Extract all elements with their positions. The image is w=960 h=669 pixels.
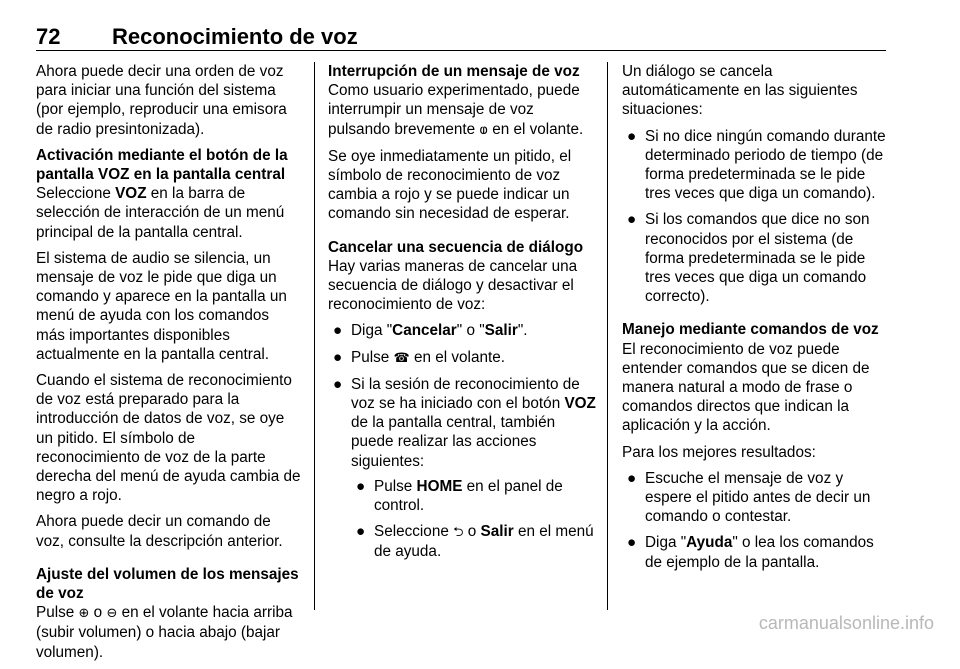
hang-up-icon: ☎ xyxy=(393,350,410,366)
audio-silence-paragraph: El sistema de audio se silencia, un mensaje de voz le pide que diga un comando y aparece en la pantalla un menú de ayuda con los comandos más importantes disponibles actualmente en la pantalla central. xyxy=(36,249,287,363)
volume-heading: Ajuste del volumen de los mensajes de voz xyxy=(36,565,299,603)
best-results-paragraph: Para los mejores resultados: xyxy=(622,443,816,461)
volume-down-icon: ⊖ xyxy=(106,606,118,622)
page-number: 72 xyxy=(36,24,61,49)
list-item: ● Diga "Ayuda" o lea los comandos de ejemplo de la pantalla. xyxy=(627,534,874,571)
auto-cancel-paragraph: Un diálogo se cancela automáticamente en las siguientes situaciones: xyxy=(622,63,858,119)
interrupt-heading: Interrupción de un mensaje de voz xyxy=(328,63,580,80)
volume-paragraph: Pulse ⊕ o ⊖ en el volante hacia arriba (subir volumen) o hacia abajo (bajar volumen). xyxy=(36,604,293,661)
column-middle xyxy=(328,62,596,569)
list-item: ● Seleccione ⮌ o Salir en el menú de ayuda. xyxy=(356,523,594,561)
column-divider xyxy=(314,62,315,610)
list-item: ● Si los comandos que dice no son reconocidos por el sistema (de forma predeterminada se le pide tres veces que diga un comando correcto). xyxy=(627,211,870,306)
cancel-intro: Hay varias maneras de cancelar una secuencia de diálogo y desactivar el reconocimiento de voz: xyxy=(328,257,578,314)
list-item: ● Pulse HOME en el panel de control. xyxy=(356,477,563,515)
manage-paragraph: El reconocimiento de voz puede entender comandos que se dicen de manera natural a modo de frase o comandos directos que indican la aplicación y la acción. xyxy=(622,340,870,435)
list-item: ● Si no dice ningún comando durante determinado periodo de tiempo (de forma predeterminada se le pide tres veces que diga un comando). xyxy=(627,127,886,203)
volume-up-icon: ⊕ xyxy=(78,606,90,622)
activation-heading: Activación mediante el botón de la pantalla VOZ en la pantalla central xyxy=(36,146,288,184)
column-right xyxy=(622,62,888,579)
list-item: ● Si la sesión de reconocimiento de voz se ha iniciado con el botón VOZ de la pantalla central, también puede realizar las acciones siguientes: ● Pulse HOME en el panel de control. ● Seleccione ⮌ o Salir en el menú de ayuda. xyxy=(333,375,596,561)
column-left xyxy=(36,62,302,669)
column-divider xyxy=(607,62,608,610)
voice-icon: ⱷ xyxy=(479,122,488,138)
chapter-title: Reconocimiento de voz xyxy=(112,24,358,49)
interrupt-paragraph: Como usuario experimentado, puede interrumpir un mensaje de voz pulsando brevemente ⱷ en el volante. xyxy=(328,82,584,138)
cancel-list xyxy=(328,321,596,561)
now-say-paragraph: Ahora puede decir un comando de voz, consulte la descripción anterior. xyxy=(36,513,283,550)
cancel-heading: Cancelar una secuencia de diálogo xyxy=(328,238,584,256)
sub-list xyxy=(351,477,596,562)
manage-heading: Manejo mediante comandos de voz xyxy=(622,321,879,339)
back-icon: ⮌ xyxy=(453,525,464,541)
intro-paragraph: Ahora puede decir una orden de voz para iniciar una función del sistema (por ejemplo, reproducir una emisora de radio presintonizada). xyxy=(36,63,287,138)
watermark: carmanualsonline.info xyxy=(758,613,934,633)
list-item: ● Escuche el mensaje de voz y espere el pitido antes de decir un comando o contestar. xyxy=(627,469,871,526)
ready-paragraph: Cuando el sistema de reconocimiento de voz está preparado para la introducción de datos de voz, se oye un pitido. El símbolo de reconocimiento de voz de la parte derecha del menú de ayuda cambia de negro a rojo. xyxy=(36,372,301,505)
best-results-list xyxy=(622,469,888,572)
list-item: ● Diga "Cancelar" o "Salir". xyxy=(333,322,528,340)
page-header xyxy=(36,20,886,51)
list-item: ● Pulse ☎ en el volante. xyxy=(333,348,505,366)
auto-cancel-list xyxy=(622,127,888,307)
beep-paragraph: Se oye inmediatamente un pitido, el símbolo de reconocimiento de voz cambia a rojo y se puede indicar un comando sin necesidad de esperar. xyxy=(328,147,572,223)
activation-paragraph: Seleccione VOZ en la barra de selección de interacción de un menú principal de la pantalla central. xyxy=(36,185,285,241)
